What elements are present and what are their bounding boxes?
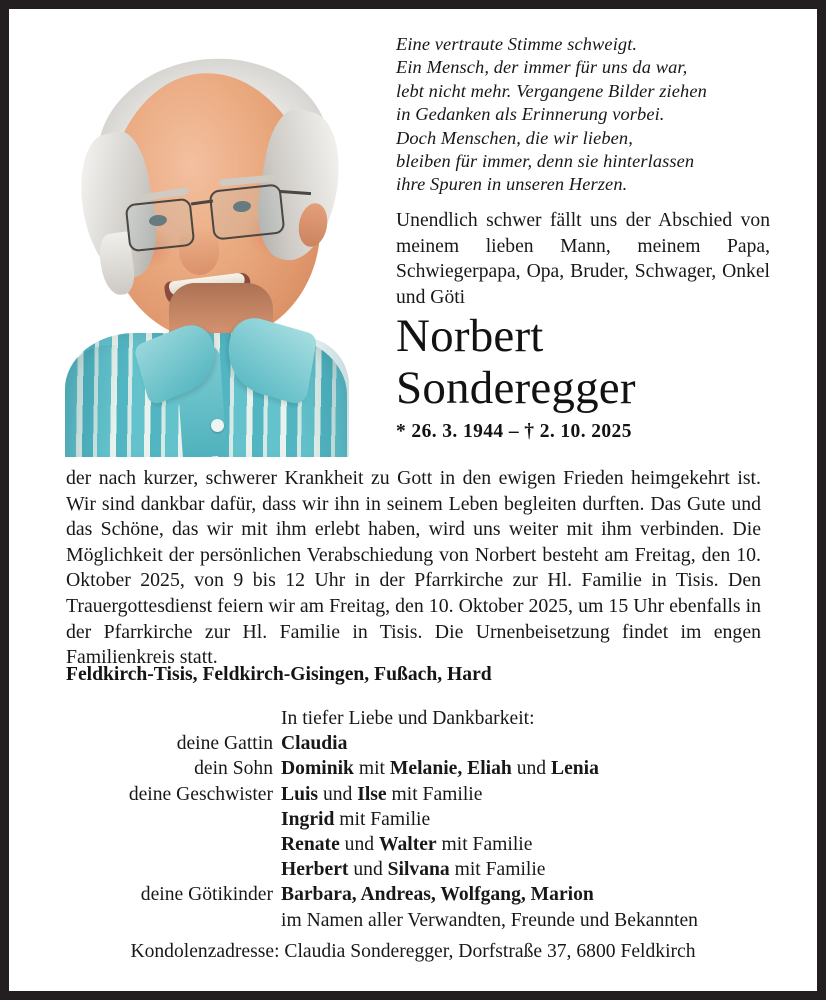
places-line: Feldkirch-Tisis, Feldkirch-Gisingen, Fußach, Hard <box>66 664 492 685</box>
family-member-names: Renate und Walter mit Familie <box>281 834 533 856</box>
family-footer-row <box>9 908 817 933</box>
condolence-address: Kondolenzadresse: Claudia Sonderegger, Dorfstraße 37, 6800 Feldkirch <box>130 941 696 962</box>
poem-line: bleiben für immer, denn sie hinterlassen <box>396 151 695 172</box>
intro-paragraph: Unendlich schwer fällt uns der Abschied von meinem lieben Mann, meinem Papa, Schwiegerpapa, Opa, Bruder, Schwager, Onkel und Göti <box>396 210 770 308</box>
family-heading-row <box>9 706 817 731</box>
family-row <box>9 882 817 907</box>
eyeglass-lens-left <box>125 198 196 253</box>
family-row <box>9 807 817 832</box>
notice-sheet <box>9 9 817 991</box>
family-member-names: Dominik mit Melanie, Eliah und Lenia <box>281 758 599 780</box>
family-row <box>9 857 817 882</box>
poem-line: Eine vertraute Stimme schweigt. <box>396 34 638 54</box>
top-section <box>9 9 817 457</box>
poem-line: Ein Mensch, der immer für uns da war, <box>396 57 688 78</box>
portrait-photo <box>61 15 351 457</box>
family-row <box>9 756 817 781</box>
family-member-names: Herbert und Silvana mit Familie <box>281 859 546 881</box>
family-member-names: Ingrid mit Familie <box>281 808 431 830</box>
deceased-name-block <box>396 310 776 443</box>
family-footer: im Namen aller Verwandten, Freunde und Bekannten <box>281 909 698 931</box>
eyeglass-lens-right <box>209 183 286 240</box>
family-relation-label: dein Sohn <box>194 758 273 780</box>
poem-line: in Gedanken als Erinnerung vorbei. <box>396 104 665 125</box>
family-member-names: Luis und Ilse mit Familie <box>281 783 483 805</box>
family-list <box>9 706 817 933</box>
memorial-poem <box>396 33 776 197</box>
family-relation-label: deine Götikinder <box>140 884 273 906</box>
life-dates: * 26. 3. 1944 – † 2. 10. 2025 <box>396 421 632 442</box>
poem-line: ihre Spuren in unseren Herzen. <box>396 174 628 195</box>
poem-line: lebt nicht mehr. Vergangene Bilder ziehen <box>396 80 707 101</box>
family-member-names: Claudia <box>281 733 348 755</box>
deceased-last-name: Sonderegger <box>396 362 636 414</box>
poem-line: Doch Menschen, die wir lieben, <box>396 127 633 148</box>
family-row <box>9 731 817 756</box>
family-row <box>9 832 817 857</box>
family-heading: In tiefer Liebe und Dankbarkeit: <box>281 708 535 729</box>
family-relation-label: deine Geschwister <box>128 783 273 805</box>
deceased-first-name: Norbert <box>396 310 544 362</box>
family-row <box>9 782 817 807</box>
shirt-shadow-left <box>65 345 139 457</box>
family-relation-label: deine Gattin <box>176 733 273 755</box>
family-member-names: Barbara, Andreas, Wolfgang, Marion <box>281 884 594 906</box>
shirt-button <box>211 419 224 432</box>
obituary-body: der nach kurzer, schwerer Krankheit zu Gott in den ewigen Frieden heimgekehrt ist. Wir sind dankbar dafür, dass wir ihn in seinem Leben begleiten durften. Das Gute und das Schöne, das wir mit ihm erlebt haben, wird uns weiter mit ihm verbinden. Die Möglichkeit der persönlichen Verabschiedung von Norbert besteht am Freitag, den 10. Oktober 2025, von 9 bis 12 Uhr in der Pfarrkirche zur Hl. Familie in Tisis. Den Trauergottesdienst feiern wir am Freitag, den 10. Oktober 2025, um 15 Uhr ebenfalls in der Pfarrkirche zur Hl. Familie in Tisis. Die Urnenbeisetzung findet im engen Familienkreis statt. <box>66 467 761 669</box>
